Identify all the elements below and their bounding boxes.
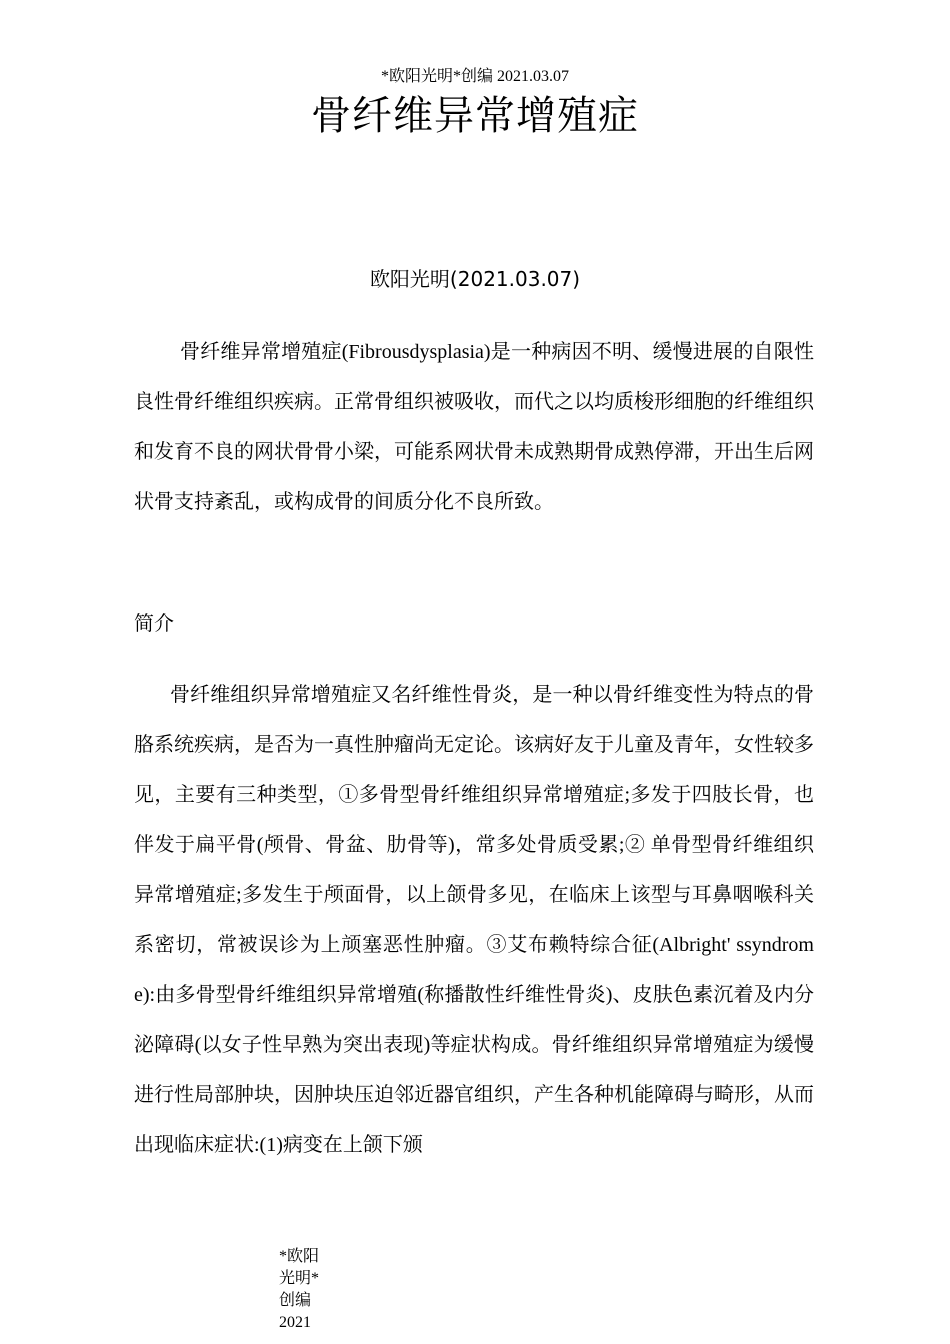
- footer-note: *欧阳光明*创编 2021: [279, 1248, 320, 1331]
- author-line: 欧阳光明(2021.03.07): [369, 267, 581, 291]
- page-title: 骨纤维异常增殖症: [311, 93, 639, 139]
- header-note: *欧阳光明*创编 2021.03.07: [380, 68, 569, 85]
- intro-paragraph: 骨纤维异常增殖症(Fibrousdysplasia)是一种病因不明、缓慢进展的自限性良性骨纤维组织疾病。正常骨组织被吸收，而代之以均质梭形细胞的纤维组织和发育不良的网状骨骨小梁，可能系网状骨未成熟期骨成熟停滞，开出生后网状骨支持紊乱，或构成骨的间质分化不良所致。: [134, 341, 814, 513]
- section-heading: 简介: [134, 613, 174, 635]
- main-paragraph: 骨纤维组织异常增殖症又名纤维性骨炎，是一种以骨纤维变性为特点的骨胳系统疾病，是否为一真性肿瘤尚无定论。该病好友于儿童及青年，女性较多见，主要有三种类型，①多骨型骨纤维组织异常增殖症;多发于四肢长骨，也伴发于扁平骨(颅骨、骨盆、肋骨等)，常多处骨质受累;② 单骨型骨纤维组织异常增殖症;多发生于颅面骨，以上颌骨多见，在临床上该型与耳鼻咽喉科关系密切，常被误诊为上颃塞恶性肿瘤。③艾布赖特综合征(Albright' ssyndrome):由多骨型骨纤维组织异常增殖(称播散性纤维性骨炎)、皮肤色素沉着及内分泌障碍(以女子性早熟为突出表现)等症状构成。骨纤维组织异常增殖症为缓慢进行性局部肿块，因肿块压迫邻近器官组织，产生各种机能障碍与畸形，从而出现临床症状:(1)病变在上颌下颁: [134, 684, 814, 1156]
